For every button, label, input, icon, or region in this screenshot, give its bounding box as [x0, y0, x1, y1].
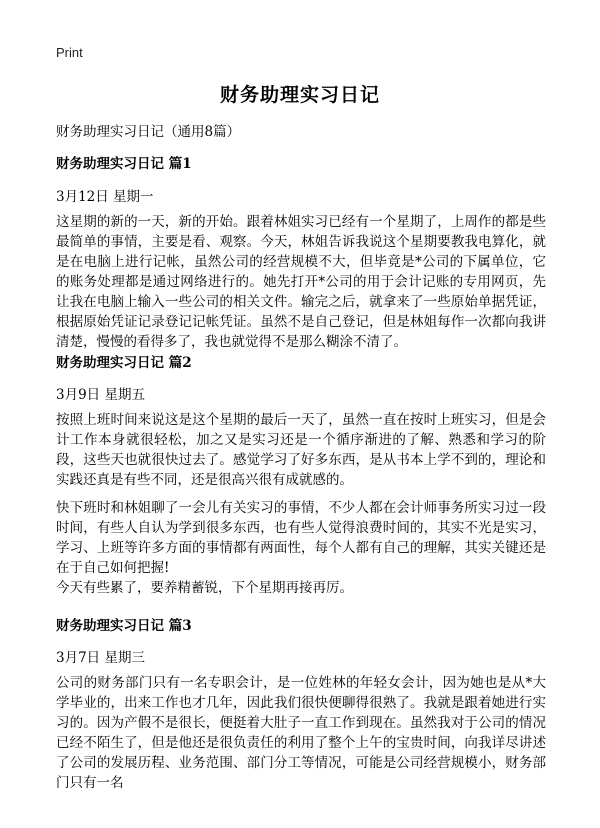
- section-1-paragraph-1: 这星期的新的一天，新的开始。跟着林姐实习已经有一个星期了，上周作的都是些最简单的事情，主要是看、观察。今天，林姐告诉我说这个星期要教我电算化，就是在电脑上进行记帐，虽然公司的经营规模不大，但毕竟是*公司的下属单位，它的账务处理都是通过网络进行的。她先打开*公司的用于会计记账的专用网页，先让我在电脑上输入一些公司的相关文件。输完之后，就拿来了一些原始单据凭证，根据原始凭证记录登记记帐凭证。虽然不是自己登记，但是林姐每作一次都向我讲清楚，慢慢的看得多了，我也就觉得不是那么糊涂不清了。: [56, 214, 546, 350]
- section-date-1: 3月12日 星期一: [56, 189, 154, 205]
- section-heading-1: 财务助理实习日记 篇1: [56, 156, 192, 172]
- section-heading-2: 财务助理实习日记 篇2: [56, 355, 192, 371]
- section-heading-3: 财务助理实习日记 篇3: [56, 618, 192, 634]
- page-title: 财务助理实习日记: [219, 84, 380, 106]
- print-label[interactable]: Print: [56, 45, 83, 60]
- section-2-paragraph-2: 快下班时和林姐聊了一会儿有关实习的事情，不少人都在会计师事务所实习过一段时间，有些人自认为学到很多东西，也有些人觉得浪费时间的，其实不光是实习，学习、上班等许多方面的事情都有两面性，每个人都有自己的理解，其实关键还是在于自己如何把握!: [56, 500, 546, 576]
- section-3-paragraph-1: 公司的财务部门只有一名专职会计，是一位姓林的年轻女会计，因为她也是从*大学毕业的，出来工作也才几年，因此我们很快便聊得很熟了。我就是跟着她进行实习的。因为产假不是很长，便挺着大肚子一直工作到现在。虽然我对于公司的情况已经不陌生了，但是他还是很负责任的利用了整个上午的宝贵时间，向我详尽讲述了公司的发展历程、业务范围、部门分工等情况，可能是公司经营规模小，财务部门只有一名: [56, 675, 546, 791]
- section-date-3: 3月7日 星期三: [56, 650, 145, 666]
- section-date-2: 3月9日 星期五: [56, 387, 145, 403]
- document-subtitle: 财务助理实习日记（通用8篇）: [56, 124, 241, 140]
- section-2-paragraph-1: 按照上班时间来说这是这个星期的最后一天了，虽然一直在按时上班实习，但是会计工作本身就很轻松，加之又是实习还是一个循序渐进的了解、熟悉和学习的阶段，这些天也就很快过去了。感觉学习了好多东西，是从书本上学不到的，理论和实践还真是有些不同，还是很高兴很有成就感的。: [56, 412, 546, 488]
- section-2-paragraph-3: 今天有些累了，要养精蓄锐，下个星期再接再厉。: [56, 580, 353, 596]
